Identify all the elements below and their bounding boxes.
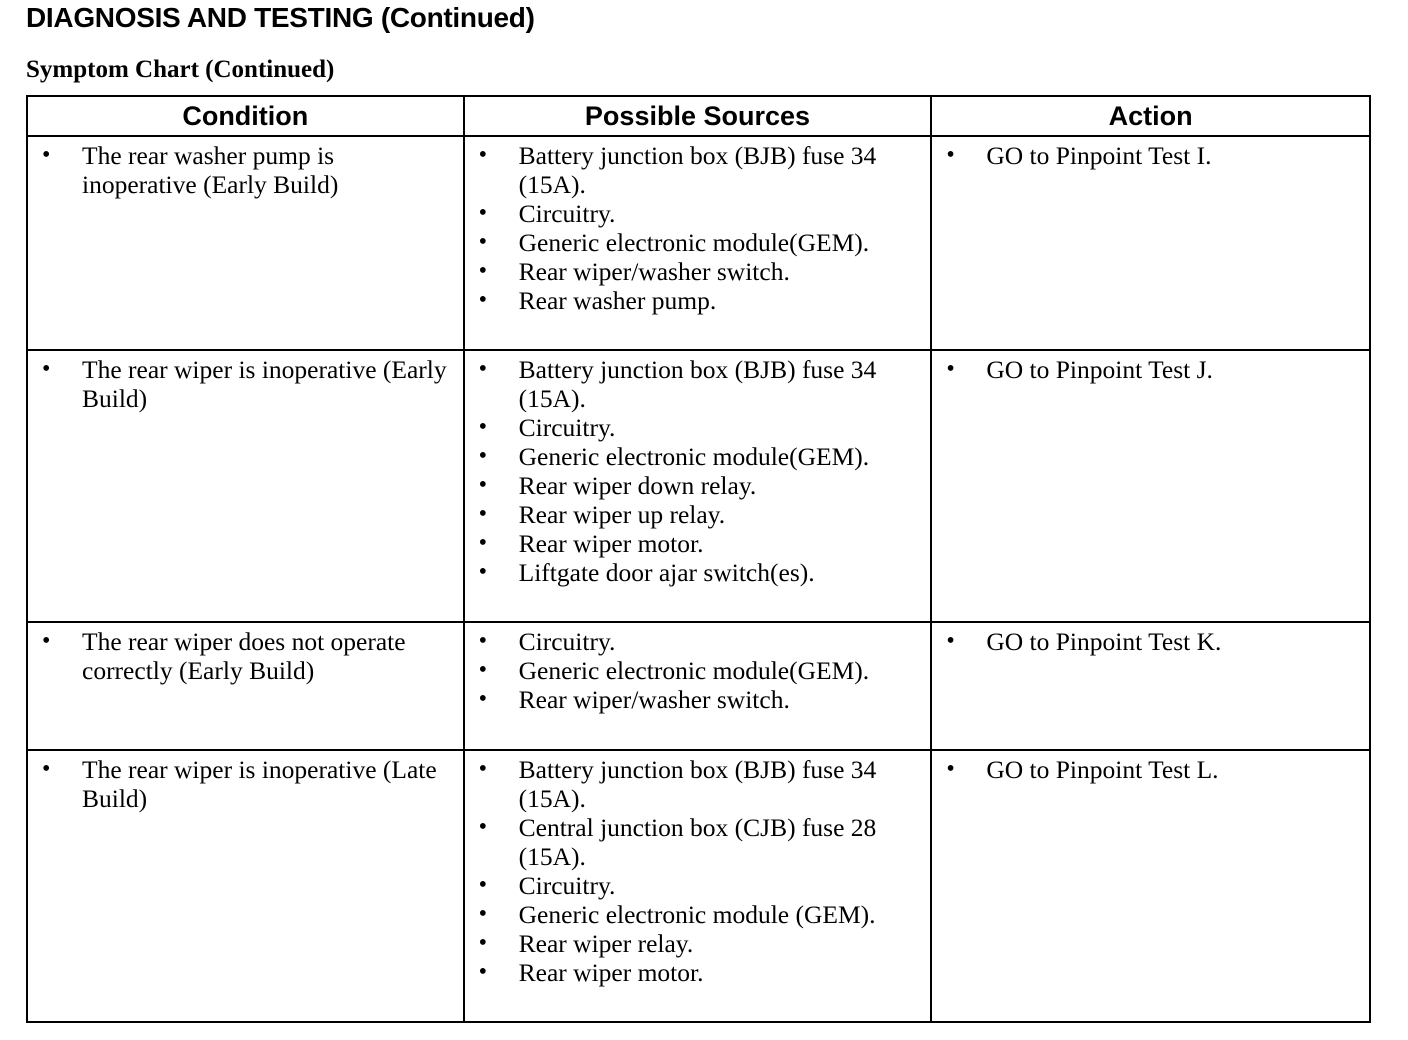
condition-cell xyxy=(27,136,464,350)
table-row xyxy=(27,750,1370,1022)
sources-cell xyxy=(464,350,932,622)
source-item: • Battery junction box (BJB) fuse 34 (15A). xyxy=(475,755,923,813)
table-header-row xyxy=(27,96,1370,136)
source-item: • Circuitry. xyxy=(475,199,923,228)
table-row xyxy=(27,136,1370,350)
sources-cell xyxy=(464,750,932,1022)
source-item: • Rear wiper motor. xyxy=(475,529,923,558)
action-cell xyxy=(931,350,1370,622)
page-title: DIAGNOSIS AND TESTING (Continued) xyxy=(26,2,535,33)
symptom-chart-table xyxy=(26,95,1371,1023)
table-row xyxy=(27,622,1370,750)
source-item: • Rear wiper down relay. xyxy=(475,471,923,500)
source-item: • Rear wiper/washer switch. xyxy=(475,685,923,714)
source-item: • Central junction box (CJB) fuse 28 (15A). xyxy=(475,813,923,871)
action-text: • GO to Pinpoint Test K. xyxy=(942,627,1361,656)
condition-text: • The rear wiper does not operate correctly (Early Build) xyxy=(38,627,455,685)
condition-text: • The rear wiper is inoperative (Late Build) xyxy=(38,755,455,813)
source-item: • Battery junction box (BJB) fuse 34 (15A). xyxy=(475,355,923,413)
action-cell xyxy=(931,622,1370,750)
source-item: • Rear wiper motor. xyxy=(475,958,923,987)
condition-text: • The rear wiper is inoperative (Early Build) xyxy=(38,355,455,413)
source-item: • Circuitry. xyxy=(475,871,923,900)
action-text: • GO to Pinpoint Test I. xyxy=(942,141,1361,170)
header-condition: Condition xyxy=(27,96,464,136)
table-row xyxy=(27,350,1370,622)
condition-cell xyxy=(27,750,464,1022)
header-possible-sources: Possible Sources xyxy=(464,96,932,136)
condition-cell xyxy=(27,350,464,622)
source-item: • Generic electronic module (GEM). xyxy=(475,900,923,929)
condition-text: • The rear washer pump is inoperative (Early Build) xyxy=(38,141,455,199)
section-title: Symptom Chart (Continued) xyxy=(26,56,335,83)
source-item: • Generic electronic module(GEM). xyxy=(475,656,923,685)
source-item: • Battery junction box (BJB) fuse 34 (15A). xyxy=(475,141,923,199)
source-item: • Rear wiper/washer switch. xyxy=(475,257,923,286)
source-item: • Rear washer pump. xyxy=(475,286,923,315)
condition-cell xyxy=(27,622,464,750)
action-text: • GO to Pinpoint Test L. xyxy=(942,755,1361,784)
source-item: • Rear wiper relay. xyxy=(475,929,923,958)
sources-cell xyxy=(464,136,932,350)
source-item: • Circuitry. xyxy=(475,627,923,656)
action-text: • GO to Pinpoint Test J. xyxy=(942,355,1361,384)
source-item: • Generic electronic module(GEM). xyxy=(475,228,923,257)
action-cell xyxy=(931,136,1370,350)
header-action: Action xyxy=(931,96,1370,136)
source-item: • Rear wiper up relay. xyxy=(475,500,923,529)
source-item: • Liftgate door ajar switch(es). xyxy=(475,558,923,587)
action-cell xyxy=(931,750,1370,1022)
source-item: • Circuitry. xyxy=(475,413,923,442)
source-item: • Generic electronic module(GEM). xyxy=(475,442,923,471)
sources-cell xyxy=(464,622,932,750)
